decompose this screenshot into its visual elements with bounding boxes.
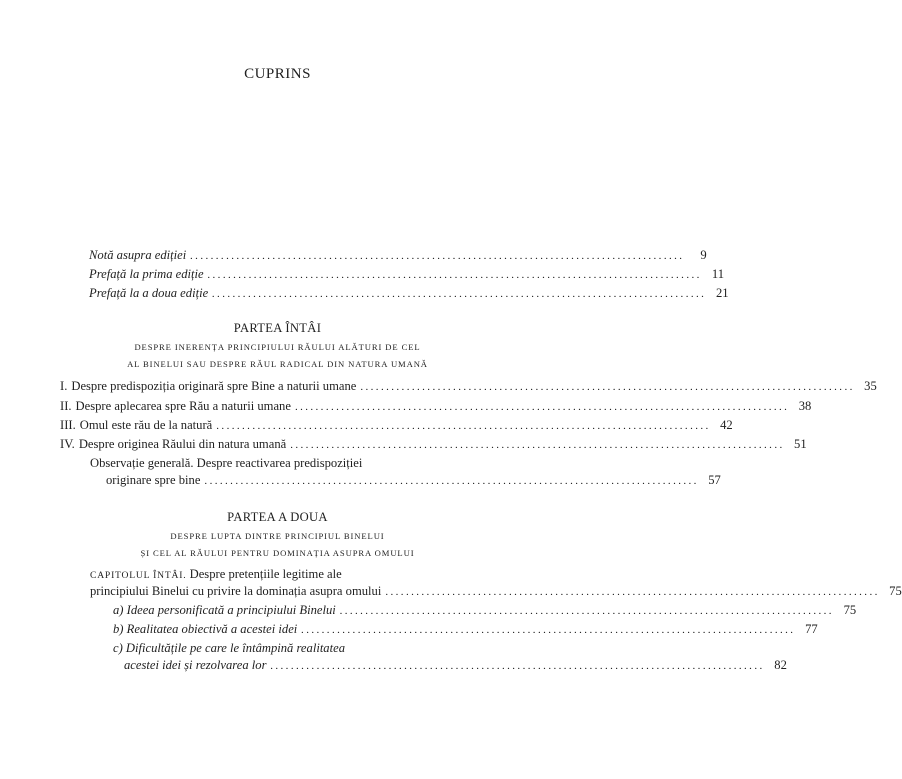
page-number: 82: [774, 658, 787, 672]
leader-dots: ................................................................................................: [360, 381, 855, 393]
leader-dots: ................................................................................................: [270, 660, 765, 672]
entry-label: acestei idei și rezolvarea lor: [124, 658, 267, 672]
page-number: 35: [864, 379, 877, 393]
toc-entry-part1-4[interactable]: [60, 436, 807, 453]
page-number: 77: [805, 622, 818, 636]
page-number: 38: [798, 399, 812, 413]
toc-entry-part1-1[interactable]: [60, 378, 877, 395]
toc-entry-note[interactable]: [89, 247, 707, 264]
chapter-label: CAPITOLUL ÎNTÂI.: [90, 570, 187, 581]
observation-line-1[interactable]: Observație generală. Despre reactivarea predispoziției: [90, 456, 363, 470]
roman-numeral: II.: [60, 399, 72, 413]
section-c-line-1[interactable]: c) Dificultățile pe care le întâmpină realitatea: [113, 641, 345, 655]
leader-dots: ................................................................................................: [190, 250, 685, 262]
entry-label: Notă asupra ediției: [89, 248, 187, 262]
page-number: 42: [720, 418, 733, 432]
part-2-title: PARTEA A DOUA: [227, 510, 328, 524]
part-1-subtitle-line-1: DESPRE INERENȚA PRINCIPIULUI RĂULUI ALĂTURI DE CEL: [134, 342, 421, 352]
entry-label: Despre originea Răului din natura umană: [78, 437, 287, 451]
leader-dots: ................................................................................................: [385, 586, 880, 598]
page-number: 11: [711, 267, 725, 281]
chapter-line-1[interactable]: [90, 566, 342, 584]
toc-entry-part1-3[interactable]: [60, 417, 733, 434]
toc-entry-section-b[interactable]: [113, 621, 818, 638]
roman-numeral: IV.: [60, 437, 75, 451]
page-number: 57: [708, 473, 721, 487]
entry-label: Prefață la a doua ediție: [89, 286, 209, 300]
page-number: 75: [843, 603, 857, 617]
page-number: 75: [889, 584, 902, 598]
toc-entry-chapter-1[interactable]: [90, 583, 902, 600]
entry-label: Prefață la prima ediție: [89, 267, 204, 281]
page-title: CUPRINS: [244, 66, 311, 82]
leader-dots: ................................................................................................: [301, 624, 796, 636]
toc-entry-observation[interactable]: [106, 472, 721, 489]
part-1-title: PARTEA ÎNTÂI: [233, 321, 322, 335]
part-2-subtitle-line-2: ȘI CEL AL RĂULUI PENTRU DOMINAȚIA ASUPRA OMULUI: [140, 548, 415, 558]
part-2-subtitle-line-1: DESPRE LUPTA DINTRE PRINCIPIUL BINELUI: [170, 531, 385, 541]
leader-dots: ................................................................................................: [290, 439, 785, 451]
leader-dots: ................................................................................................: [207, 269, 703, 281]
leader-dots: ................................................................................................: [339, 605, 835, 617]
toc-entry-section-c[interactable]: [124, 657, 787, 674]
roman-numeral: I.: [60, 379, 68, 393]
entry-label: Omul este rău de la natură: [79, 418, 213, 432]
leader-dots: ................................................................................................: [294, 401, 790, 413]
roman-numeral: III.: [60, 418, 76, 432]
entry-label: principiului Binelui cu privire la dominația asupra omului: [90, 584, 382, 598]
entry-label: originare spre bine: [106, 473, 201, 487]
entry-label: b) Realitatea obiectivă a acestei idei: [113, 622, 298, 636]
toc-entry-part1-2[interactable]: [60, 398, 812, 415]
part-1-subtitle-line-2: AL BINELUI SAU DESPRE RĂUL RADICAL DIN NATURA UMANĂ: [127, 359, 428, 369]
entry-label: Despre predispoziția originară spre Bine a naturii umane: [71, 379, 357, 393]
toc-entry-section-a[interactable]: [113, 602, 857, 619]
toc-entry-preface-1[interactable]: [89, 266, 725, 283]
leader-dots: ................................................................................................: [216, 420, 711, 432]
page-number: 51: [794, 437, 807, 451]
entry-label: Despre aplecarea spre Rău a naturii umane: [75, 399, 291, 413]
page-number: 21: [715, 286, 729, 300]
leader-dots: ................................................................................................: [212, 288, 707, 300]
chapter-title-start: Despre pretențiile legitime ale: [189, 567, 342, 581]
toc-entry-preface-2[interactable]: [89, 285, 729, 302]
page-number: 9: [700, 248, 707, 262]
leader-dots: ................................................................................................: [204, 475, 699, 487]
entry-label: a) Ideea personificată a principiului Binelui: [113, 603, 336, 617]
